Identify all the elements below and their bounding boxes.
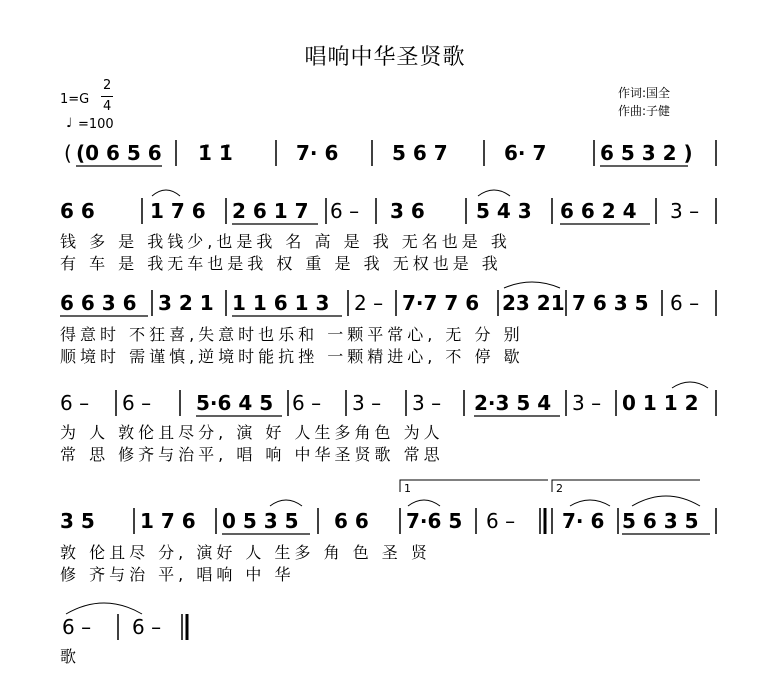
slur [504, 282, 560, 288]
notes: 1 7 6 [140, 509, 196, 533]
notes: 0 1 1 2 [622, 391, 699, 415]
notes: 2·3 5 4 [474, 391, 552, 415]
lyric-line: 得意时 不狂喜,失意时也乐和 一颗平常心, 无 分 别 [60, 325, 524, 344]
notes: 1 1 6 1 3 [232, 291, 330, 315]
notes: 6 – [330, 199, 360, 223]
time-signature-top: 2 [103, 78, 112, 93]
quarter-note-icon: ♩ [66, 116, 73, 131]
intro-notes-5: 6· 7 [504, 141, 547, 165]
lyric-line: 钱 多 是 我钱少,也是我 名 高 是 我 无名也是 我 [60, 232, 511, 251]
notes: 6 – [670, 291, 700, 315]
slur [152, 190, 180, 196]
lyric-line: 歌 [60, 647, 81, 666]
slur [270, 500, 302, 506]
notes: 2 – [354, 291, 384, 315]
notes: 3 – [572, 391, 602, 415]
time-signature-bottom: 4 [103, 99, 112, 114]
volta-2-bracket [552, 480, 700, 492]
notes: 3 6 [390, 199, 425, 223]
tie [66, 603, 142, 614]
voltas [400, 480, 700, 495]
notes: 2 6 1 7 [232, 199, 309, 223]
lyric-line: 常 思 修齐与治平, 唱 响 中华圣贤歌 常思 [60, 445, 444, 464]
tempo-mark: =100 [78, 117, 114, 132]
system-3 [60, 282, 716, 366]
notes: 6 6 2 4 [560, 199, 637, 223]
notes: 6 – [122, 391, 152, 415]
notes: 1 7 6 [150, 199, 206, 223]
volta-1-label: 1 [404, 482, 411, 495]
notes: 7· 6 [562, 509, 605, 533]
notes: 3 2 1 [158, 291, 214, 315]
bracket-open: ( [64, 141, 72, 165]
lyric-line: 顺境时 需谨慎,逆境时能抗挫 一颗精进心, 不 停 歇 [60, 347, 524, 366]
volta-2-label: 2 [556, 482, 563, 495]
system-2 [60, 190, 716, 273]
intro-notes-6: 6 5 3 2 ) [600, 141, 693, 165]
notes: 6 – [60, 391, 90, 415]
intro-notes-3: 7· 6 [296, 141, 339, 165]
system-5 [60, 496, 716, 584]
lyric-line: 有 车 是 我无车也是我 权 重 是 我 无权也是 我 [60, 254, 502, 273]
notes: 6 – [486, 509, 516, 533]
slur [570, 500, 610, 506]
notes: 3 – [352, 391, 382, 415]
notes: 3 5 [60, 509, 95, 533]
notes: 3 – [412, 391, 442, 415]
lyric-line: 敦 伦且尽 分, 演好 人 生多 角 色 圣 贤 [60, 543, 431, 562]
system-4 [60, 382, 716, 464]
volta-1-bracket [400, 480, 548, 492]
lyricist-credit: 作词:国全 [618, 86, 671, 100]
notes: 5·6 4 5 [196, 391, 274, 415]
notes: 7·7 7 6 [402, 291, 480, 315]
system-intro [64, 140, 716, 166]
key-signature: 1=G [60, 92, 90, 107]
notes: 7·6 5 [406, 509, 463, 533]
notes: 6 – [132, 615, 162, 639]
notes: 6 – [292, 391, 322, 415]
notes: 6 – [62, 615, 92, 639]
intro-notes-1: (0 6 5 6 [76, 141, 162, 165]
lyric-line: 为 人 敦伦且尽分, 演 好 人生多角色 为人 [60, 423, 444, 442]
slur [408, 500, 440, 506]
system-6 [60, 603, 187, 666]
slur [672, 382, 708, 388]
notes: 5 4 3 [476, 199, 532, 223]
composer-credit: 作曲:子健 [618, 104, 671, 118]
notes: 6 6 [334, 509, 369, 533]
slur [478, 190, 510, 196]
notes: 0 5 3 5 [222, 509, 299, 533]
notes: 23 21 [502, 291, 565, 315]
song-title: 唱响中华圣贤歌 [304, 45, 466, 70]
notes: 6 6 3 6 [60, 291, 137, 315]
notes: 6 6 [60, 199, 95, 223]
lyric-line: 修 齐与治 平, 唱响 中 华 [60, 565, 295, 584]
intro-notes-2: 1̇ 1̇ [198, 141, 233, 165]
notes: 5 6 3 5 [622, 509, 699, 533]
intro-notes-4: 5 6 7 [392, 141, 448, 165]
slur [632, 496, 700, 506]
notes: 7 6 3 5 [572, 291, 649, 315]
notes: 3 – [670, 199, 700, 223]
